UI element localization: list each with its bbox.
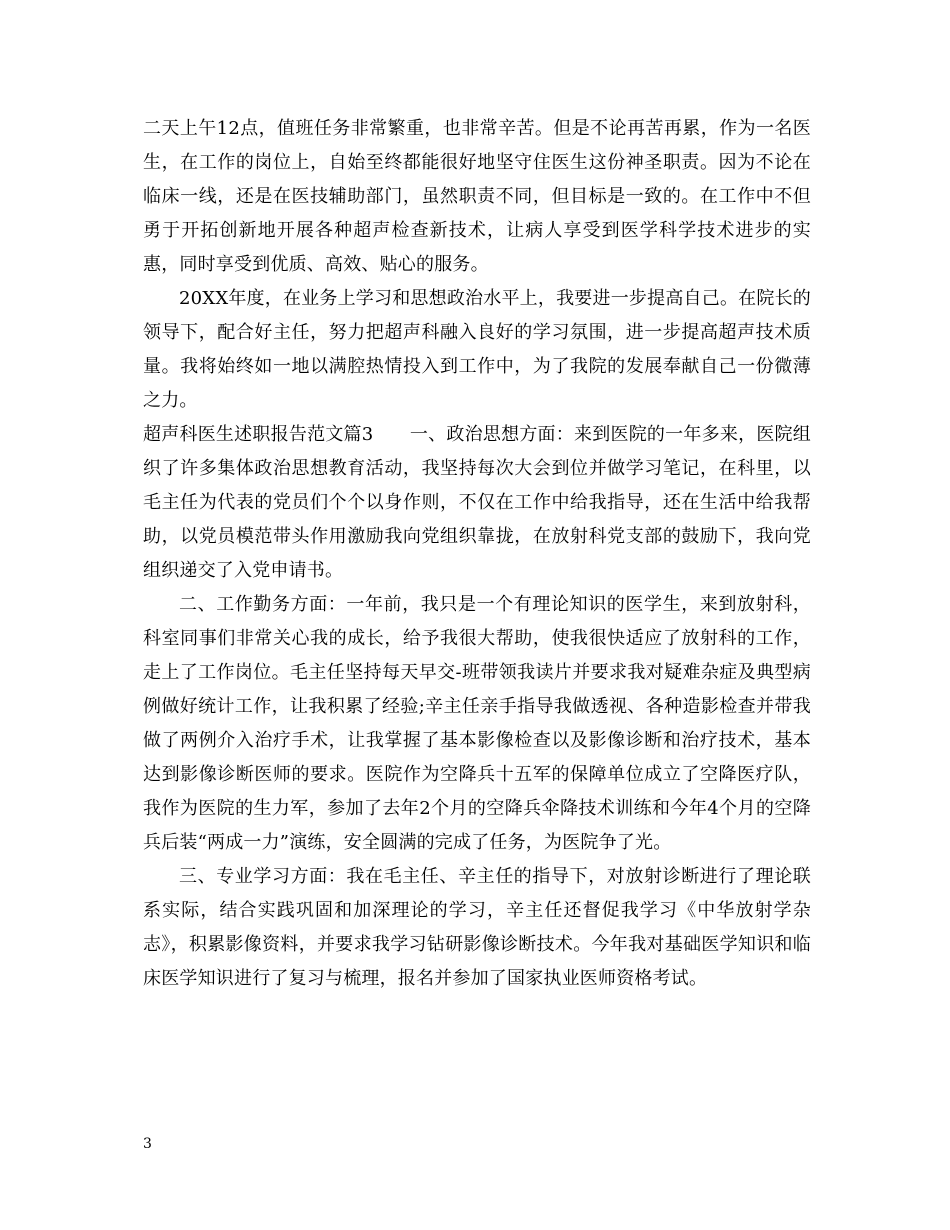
page-number: 3 (143, 1136, 152, 1152)
paragraph-2: 20XX年度，在业务上学习和思想政治水平上，我要进一步提高自己。在院长的领导下，配合好主任，努力把超声科融入良好的学习氛围，进一步提高超声技术质量。我将始终如一地以满腔热情投入到工作中，为了我院的发展奉献自己一份微薄之力。 (143, 288, 811, 411)
paragraph-1: 二天上午12点，值班任务非常繁重，也非常辛苦。但是不论再苦再累，作为一名医生，在工作的岗位上，自始至终都能很好地坚守住医生这份神圣职责。因为不论在临床一线，还是在医技辅助部门，虽然职责不同，但目标是一致的。在工作中不但勇于开拓创新地开展各种超声检查新技术，让病人享受到医学科学技术进步的实惠，同时享受到优质、高效、贴心的服务。 (143, 118, 811, 275)
document-body (143, 112, 811, 996)
paragraph-3: 超声科医生述职报告范文篇3 一、政治思想方面：来到医院的一年多来，医院组织了许多集体政治思想教育活动，我坚持每次大会到位并做学习笔记，在科里，以毛主任为代表的党员们个个以身作则，不仅在工作中给我指导，还在生活中给我帮助，以党员模范带头作用激励我向党组织靠拢，在放射科党支部的鼓励下，我向党组织递交了入党申请书。 (143, 424, 811, 581)
paragraph-5: 三、专业学习方面：我在毛主任、辛主任的指导下，对放射诊断进行了理论联系实际，结合实践巩固和加深理论的学习，辛主任还督促我学习《中华放射学杂志》，积累影像资料，并要求我学习钻研影像诊断技术。今年我对基础医学知识和临床医学知识进行了复习与梳理，报名并参加了国家执业医师资格考试。 (143, 866, 811, 989)
paragraph-4: 二、工作勤务方面：一年前，我只是一个有理论知识的医学生，来到放射科，科室同事们非常关心我的成长，给予我很大帮助，使我很快适应了放射科的工作，走上了工作岗位。毛主任坚持每天早交-班带领我读片并要求我对疑难杂症及典型病例做好统计工作，让我积累了经验;辛主任亲手指导我做透视、各种造影检查并带我做了两例介入治疗手术，让我掌握了基本影像检查以及影像诊断和治疗技术，基本达到影像诊断医师的要求。医院作为空降兵十五军的保障单位成立了空降医疗队，我作为医院的生力军，参加了去年2个月的空降兵伞降技术训练和今年4个月的空降兵后装“两成一力”演练，安全圆满的完成了任务，为医院争了光。 (143, 594, 811, 853)
